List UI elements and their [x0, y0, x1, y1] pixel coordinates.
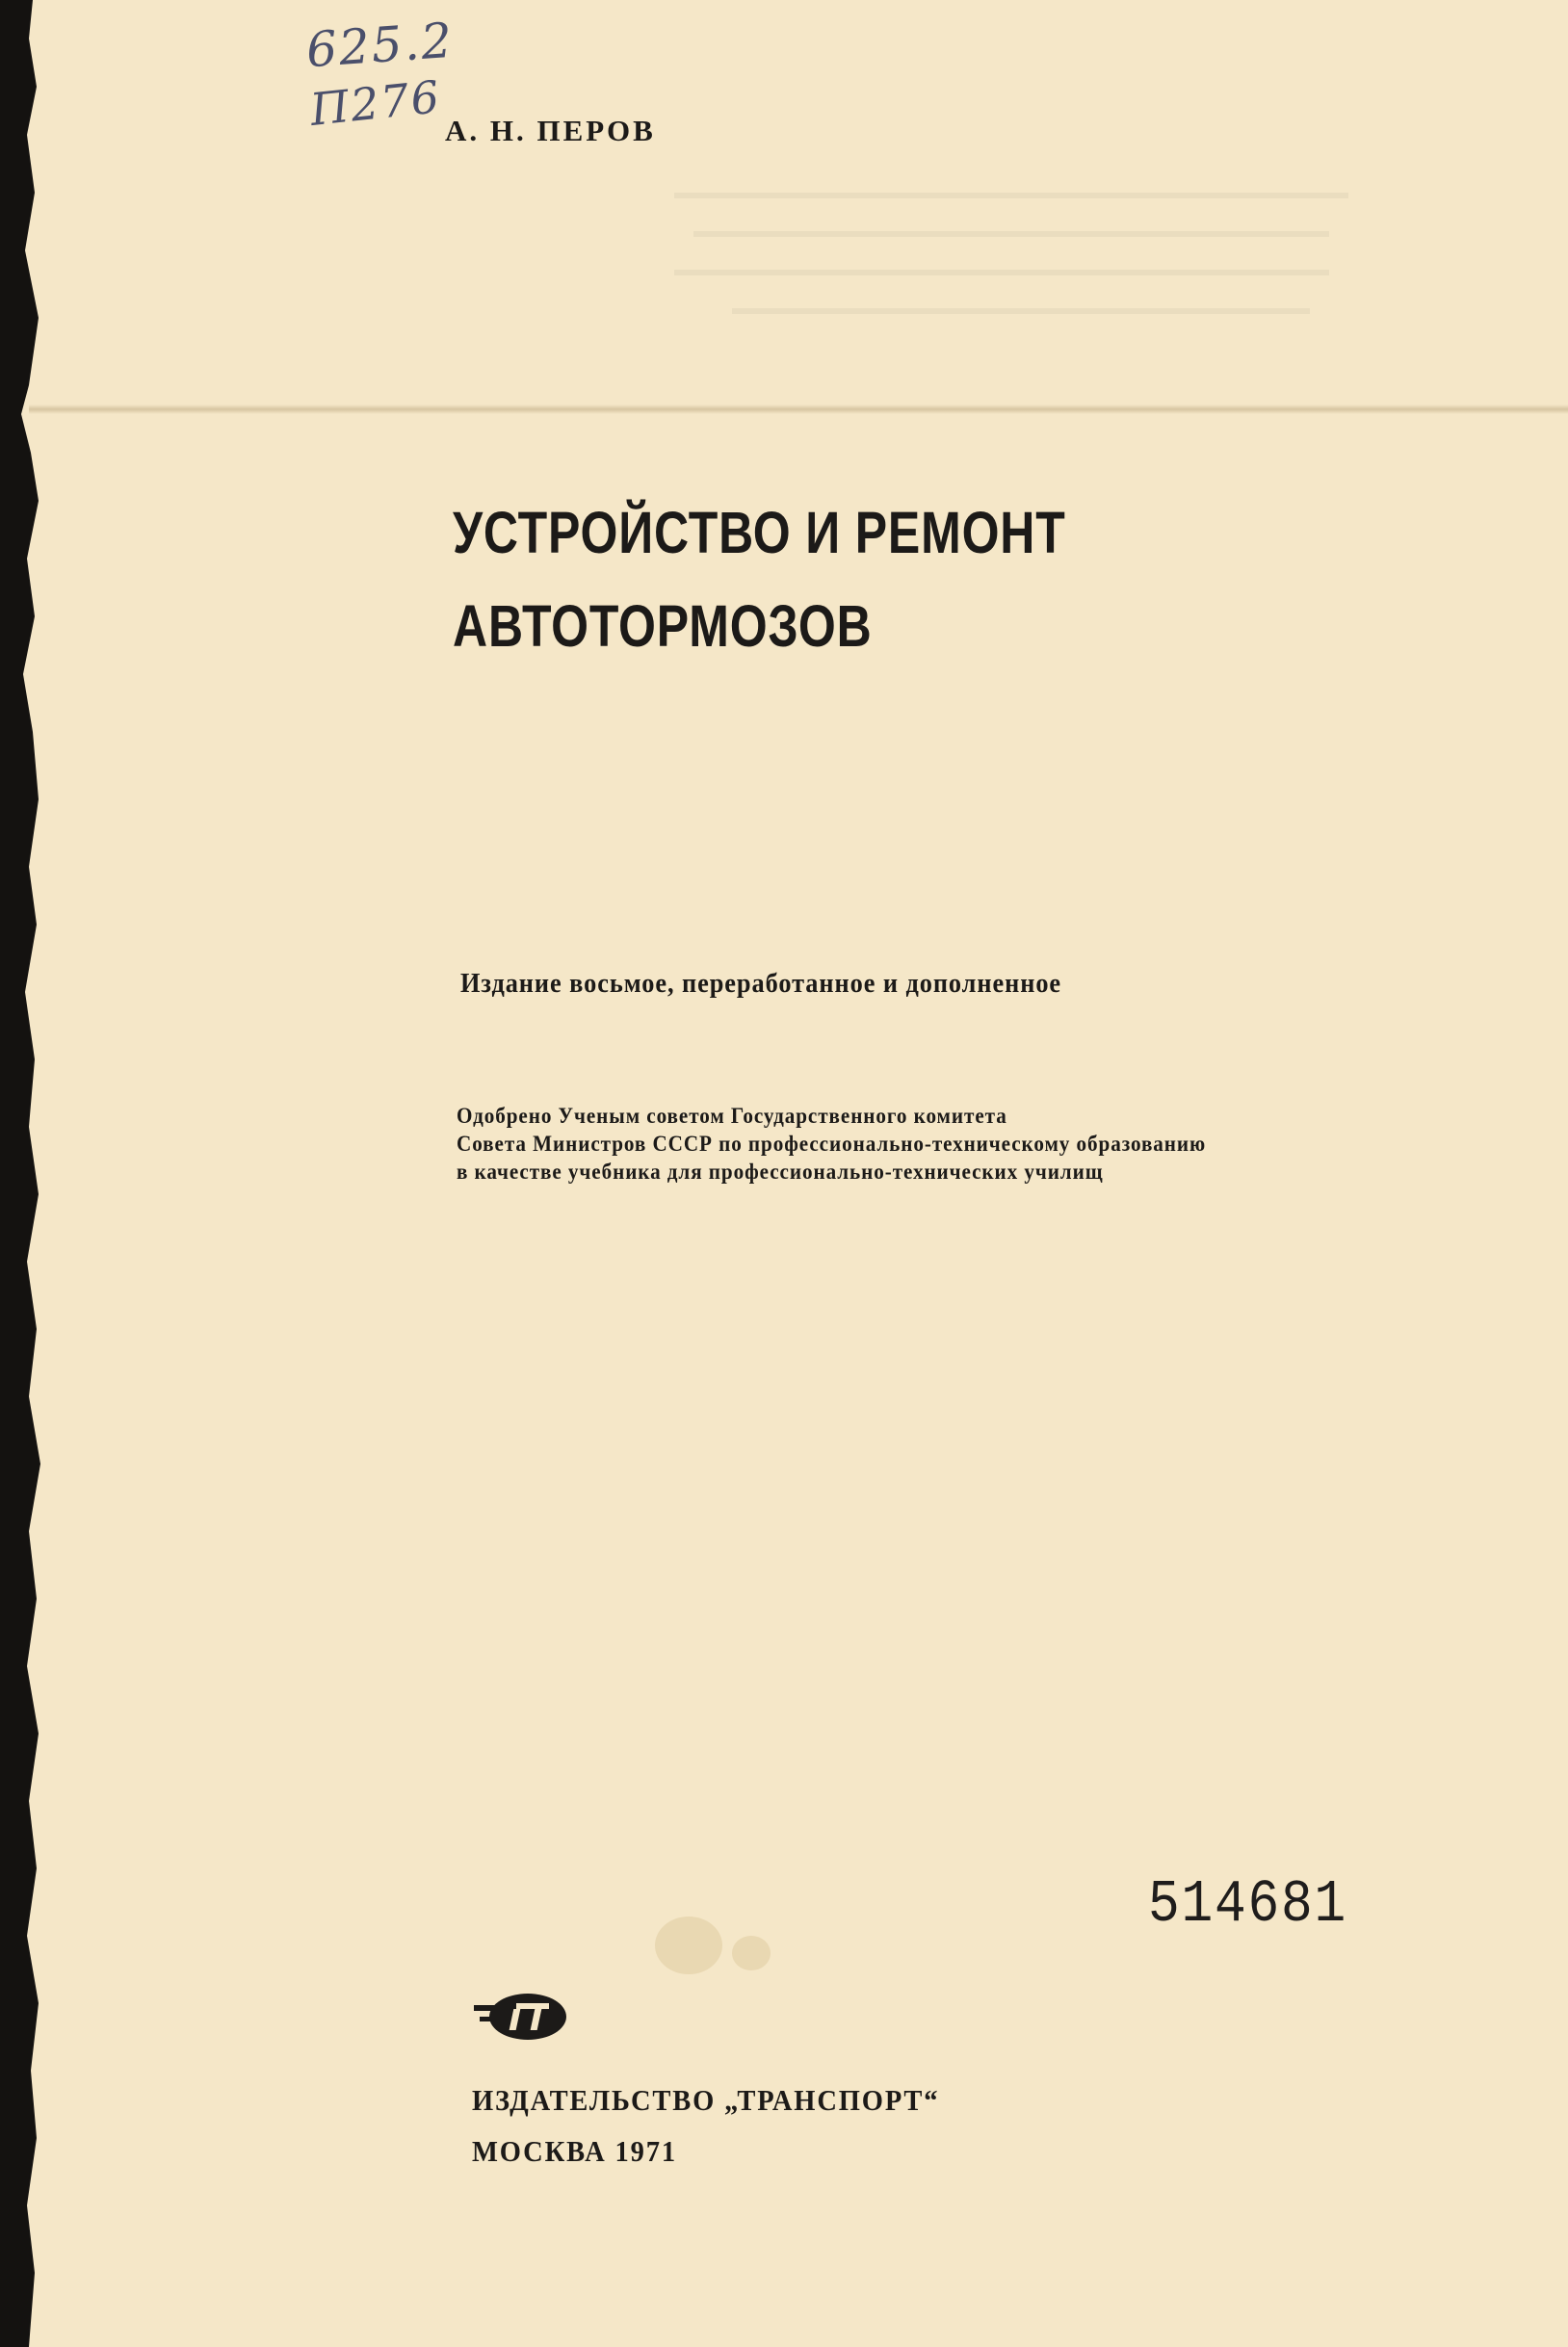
approval-line: Совета Министров СССР по профессионально-техническому образованию — [457, 1132, 1207, 1156]
publisher-imprint — [472, 2074, 939, 2177]
book-title-line: АВТОТОРМОЗОВ — [453, 593, 873, 659]
book-title — [453, 486, 1066, 673]
paper-stain — [655, 1917, 722, 1974]
approval-statement — [457, 1102, 1206, 1186]
author-name: А. Н. ПЕРОВ — [445, 114, 656, 147]
edition-note: Издание восьмое, переработанное и дополненное — [460, 969, 1062, 999]
inventory-stamp-number: 514681 — [1148, 1870, 1348, 1939]
handwritten-class-number: 625.2 — [304, 12, 456, 79]
show-through-line — [674, 193, 1348, 198]
paper-stain — [732, 1936, 771, 1970]
show-through-line — [732, 308, 1310, 314]
publisher-name: ИЗДАТЕЛЬСТВО „ТРАНСПОРТ“ — [472, 2083, 940, 2117]
show-through-line — [674, 270, 1329, 275]
show-through-line — [693, 231, 1329, 237]
scan-edge — [0, 0, 58, 2347]
fold-line — [29, 404, 1568, 414]
approval-line: в качестве учебника для профессионально-технических училищ — [457, 1160, 1104, 1184]
approval-line: Одобрено Ученым советом Государственного комитета — [457, 1104, 1007, 1128]
handwritten-shelf-mark: П276 — [307, 70, 444, 136]
transport-publisher-logo-icon — [470, 1988, 578, 2046]
book-title-line: УСТРОЙСТВО И РЕМОНТ — [453, 500, 1066, 565]
publication-place-year: МОСКВА 1971 — [472, 2134, 677, 2168]
